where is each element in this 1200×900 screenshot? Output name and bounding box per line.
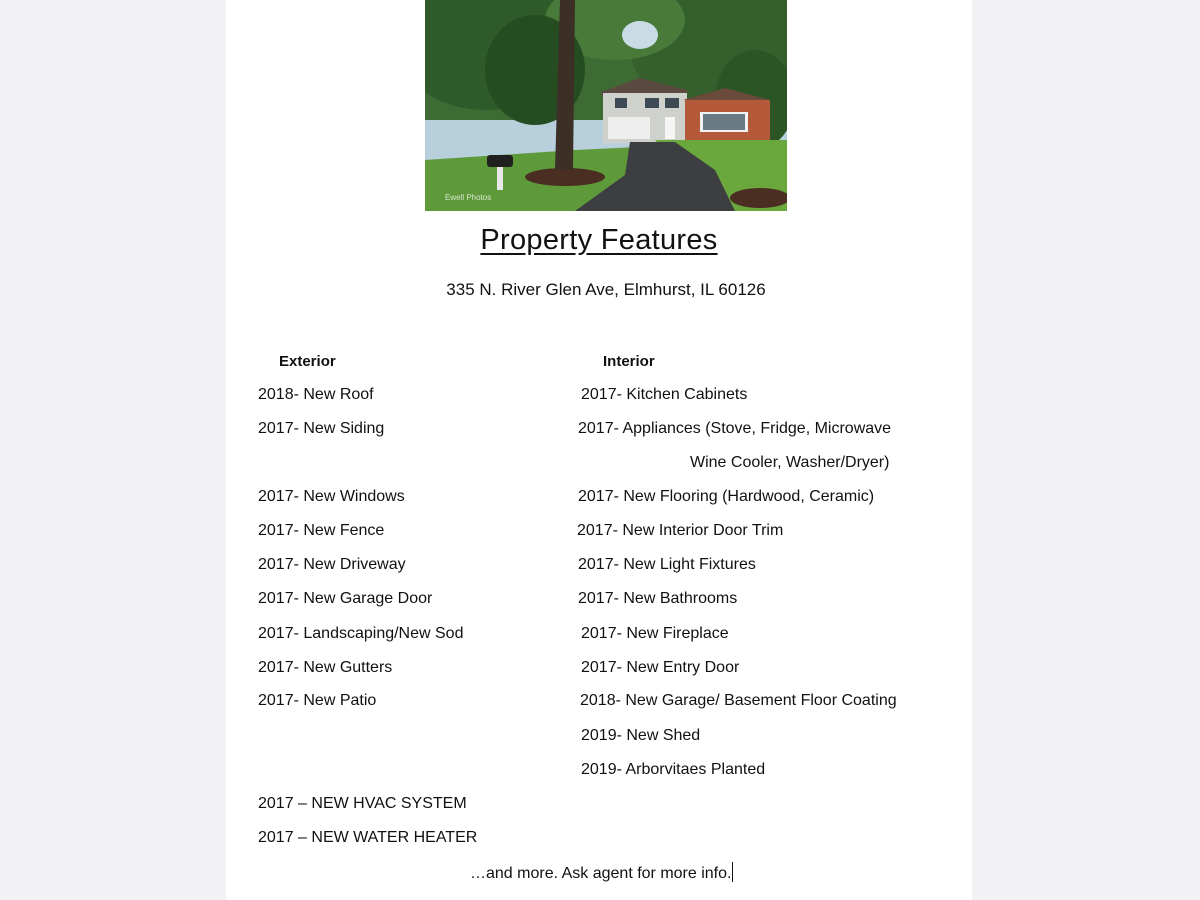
interior-item: Wine Cooler, Washer/Dryer) [690,454,890,471]
photo-watermark: Ewell Photos [445,193,492,202]
interior-heading: Interior [603,353,655,370]
interior-item: 2019- New Shed [581,727,701,744]
interior-item: 2017- New Bathrooms [578,590,738,607]
footer-note-text: …and more. Ask agent for more info. [470,865,732,882]
interior-item: 2017- Kitchen Cabinets [581,386,748,403]
exterior-item: 2018- New Roof [258,386,374,403]
exterior-item: 2017- New Driveway [258,556,406,573]
exterior-item: 2017- New Gutters [258,659,393,676]
property-address: 335 N. River Glen Ave, Elmhurst, IL 60126 [446,280,766,299]
exterior-item: 2017- New Patio [258,692,377,709]
interior-item: 2017- New Light Fixtures [578,556,756,573]
exterior-item: 2017- Landscaping/New Sod [258,625,464,642]
document-page [226,0,972,900]
interior-item: 2017- New Interior Door Trim [577,522,784,539]
interior-item: 2017- New Flooring (Hardwood, Ceramic) [578,488,875,505]
interior-item: 2018- New Garage/ Basement Floor Coating [580,692,897,709]
footer-note [470,862,733,884]
exterior-item: 2017- New Windows [258,488,405,505]
systems-item: 2017 – NEW WATER HEATER [258,829,478,846]
exterior-heading: Exterior [279,353,336,370]
exterior-item: 2017- New Siding [258,420,385,437]
text-cursor [732,862,733,882]
interior-item: 2019- Arborvitaes Planted [581,761,766,778]
exterior-item: 2017- New Garage Door [258,590,433,607]
interior-item: 2017- New Entry Door [581,659,740,676]
exterior-item: 2017- New Fence [258,522,385,539]
interior-item: 2017- New Fireplace [581,625,729,642]
page-title: Property Features [480,224,718,256]
house-photo [425,0,787,211]
interior-item: 2017- Appliances (Stove, Fridge, Microwave [578,420,892,437]
systems-item: 2017 – NEW HVAC SYSTEM [258,795,467,812]
